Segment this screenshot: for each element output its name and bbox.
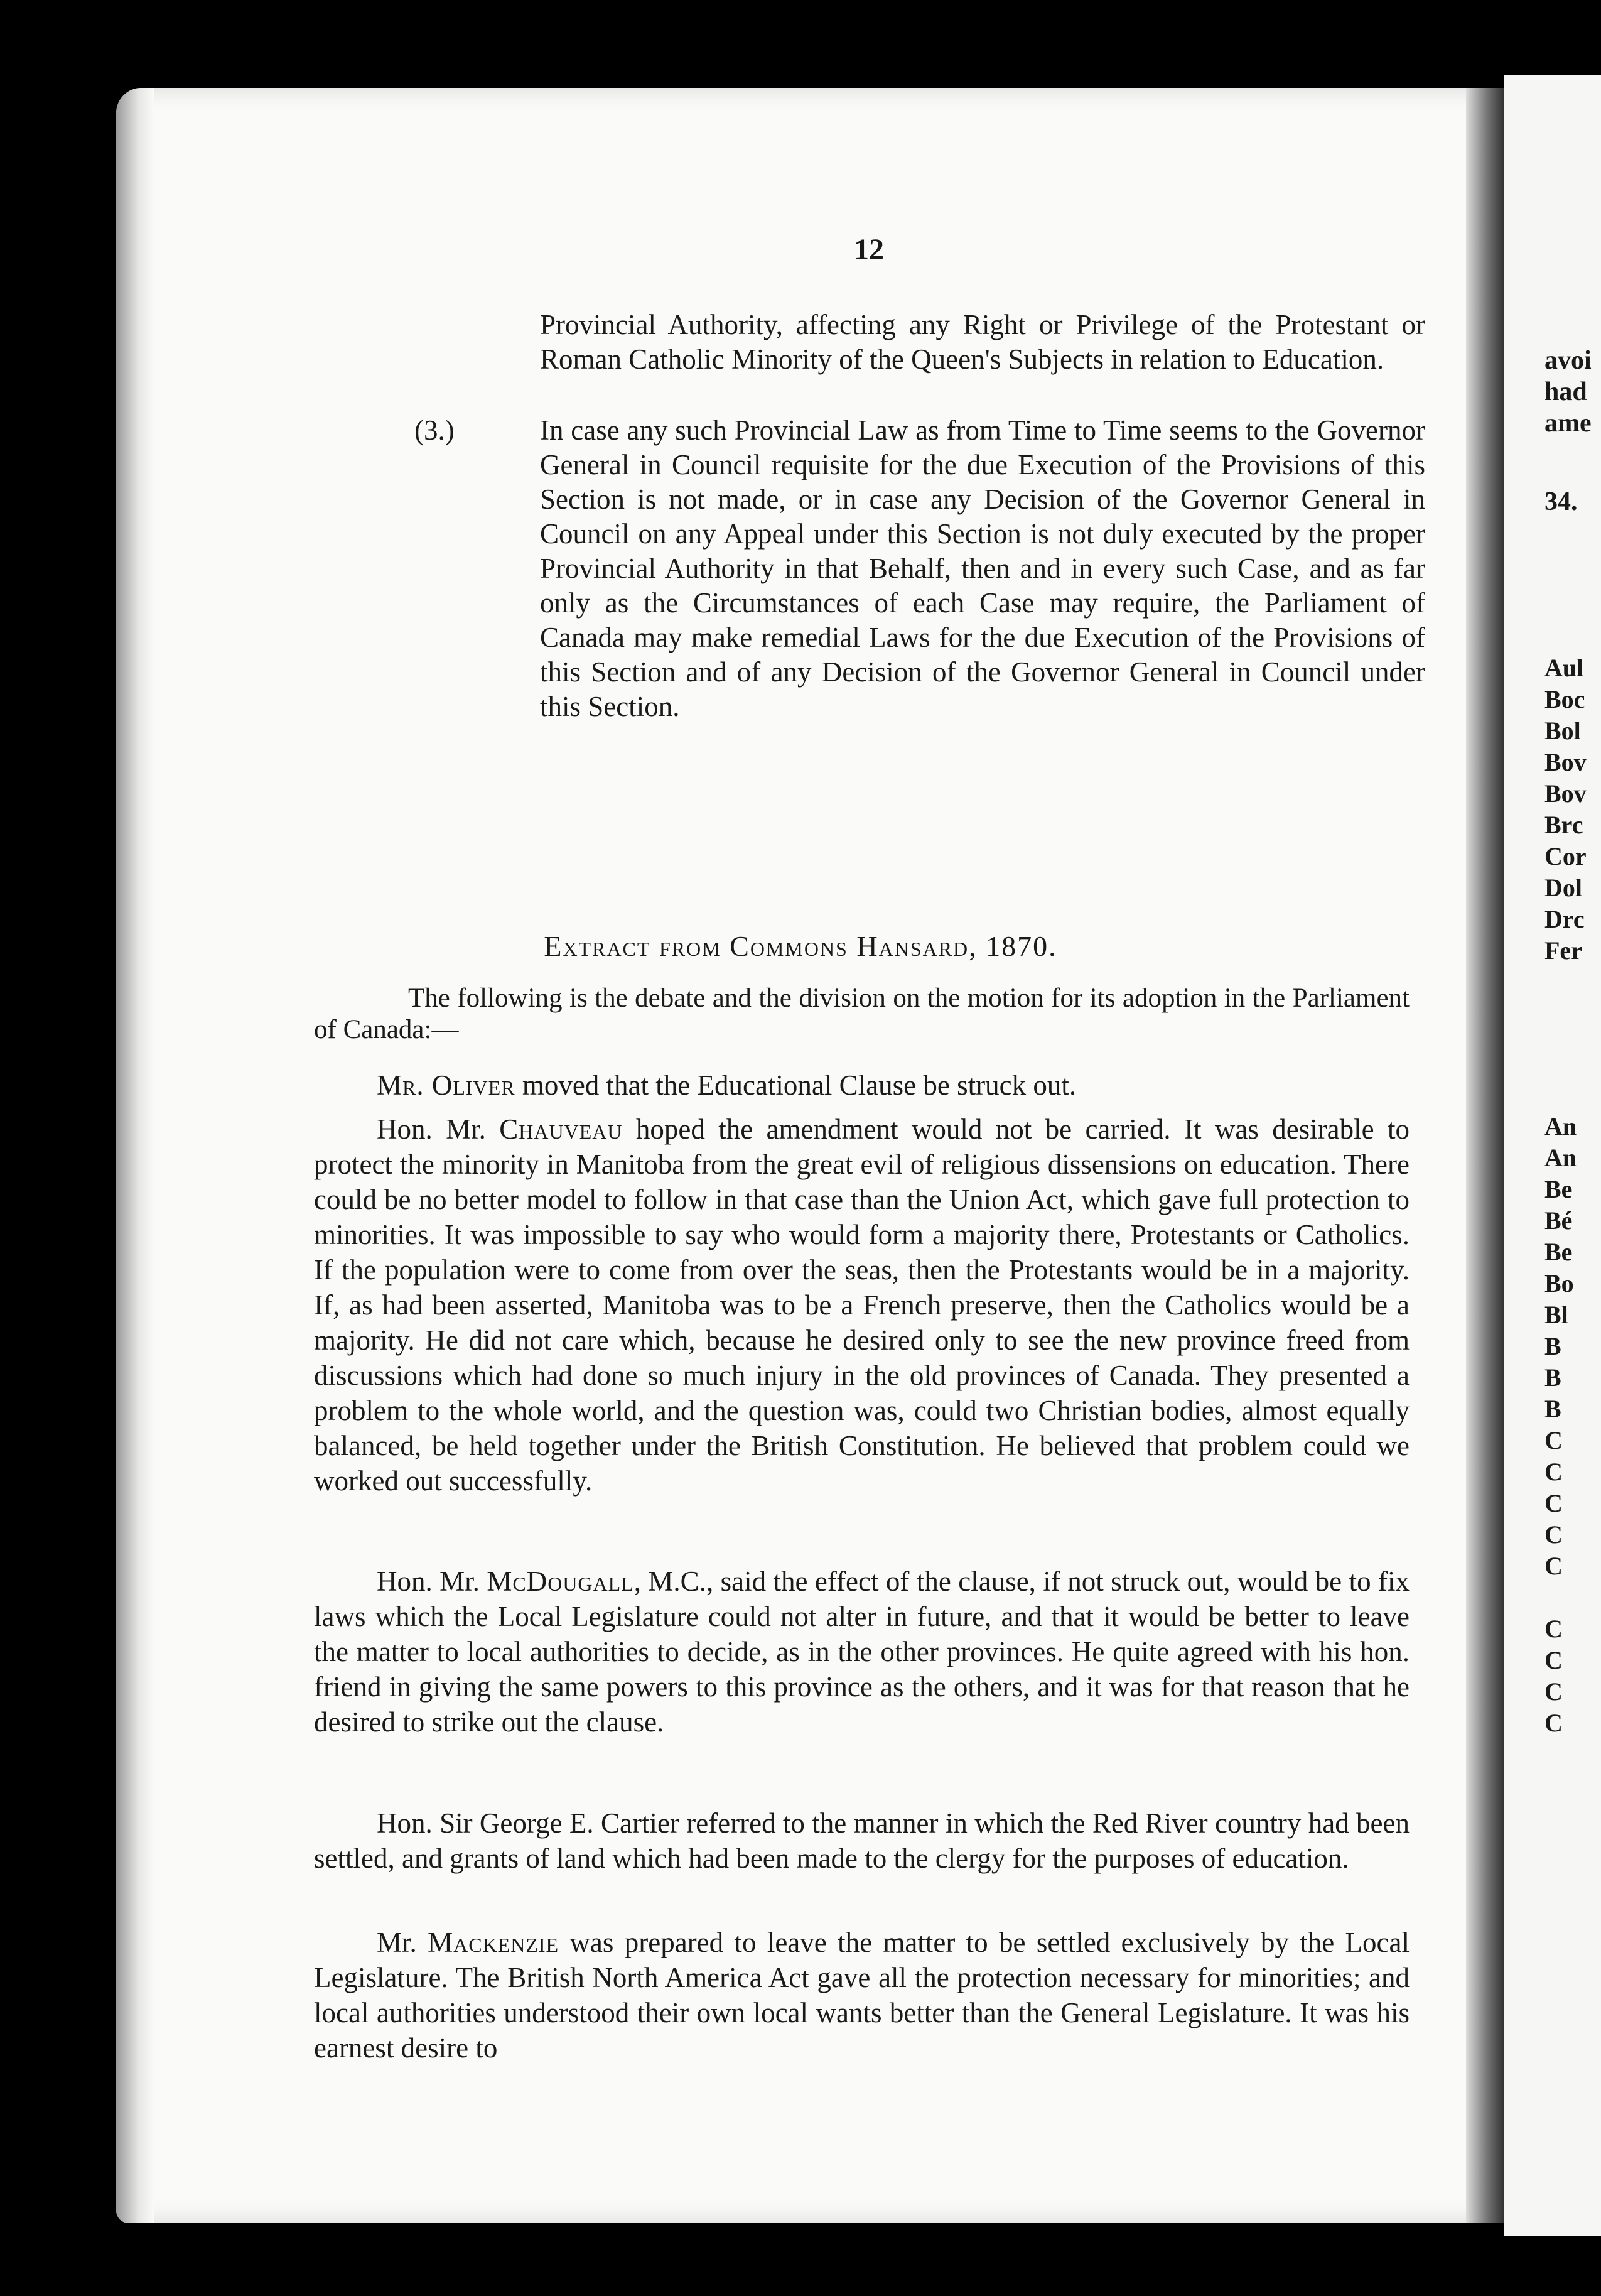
speaker-prefix: Hon. Mr. bbox=[377, 1566, 487, 1597]
paragraph-text: was prepared to leave the matter to be settled exclusively by the Local Legislature. The British North America Act gave all the protection necessary for minorities; and local authorities understood their own local wants better than the General Legislature. It was his earnest desire to bbox=[314, 1927, 1410, 2064]
facing-name: Bov bbox=[1544, 748, 1587, 776]
facing-name: An bbox=[1544, 1144, 1577, 1172]
facing-name: B bbox=[1544, 1332, 1561, 1360]
facing-name: Be bbox=[1544, 1238, 1573, 1266]
facing-name: Bé bbox=[1544, 1206, 1573, 1235]
facing-name: Bl bbox=[1544, 1301, 1568, 1329]
section-text: Provincial Authority, affecting any Right or Privilege of the Protestant or Roman Catholic Minority of the Queen's Subjects in relation to Education. bbox=[540, 309, 1425, 375]
facing-name: C bbox=[1544, 1520, 1563, 1549]
speaker-name: Chauveau bbox=[499, 1113, 623, 1145]
page-edge bbox=[116, 88, 154, 2223]
facing-line: ame bbox=[1544, 409, 1592, 438]
facing-section-number: 34. bbox=[1544, 487, 1578, 516]
facing-name: Aul bbox=[1544, 654, 1584, 682]
paragraph-oliver bbox=[314, 1068, 1410, 1103]
facing-name: Bov bbox=[1544, 779, 1587, 808]
facing-line: avoi bbox=[1544, 346, 1592, 375]
clause-3 bbox=[414, 413, 1425, 724]
clause-text: In case any such Provincial Law as from Time to Time seems to the Governor General in Council requisite for the due Execution of the Provisions of this Section is not made, or in case any Decision of the Governor General in Council on any Appeal under this Section is not duly executed by the proper Provincial Authority in that Behalf, then and in every such Case, and as far only as the Circumstances of each Case may require, the Parliament of Canada may make remedial Laws for the due Execution of the Provisions of this Section and of any Decision of the Governor General in Council under this Section. bbox=[540, 414, 1425, 722]
paragraph-mackenzie bbox=[314, 1925, 1410, 2066]
book-gutter bbox=[1466, 88, 1504, 2223]
paragraph-chauveau bbox=[314, 1112, 1410, 1498]
intro-paragraph: The following is the debate and the division on the motion for its adoption in the Parliament of Canada:— bbox=[314, 983, 1410, 1044]
paragraph-text: Hon. Sir George E. Cartier referred to the manner in which the Red River country had been settled, and grants of land which had been made to the clergy for the purposes of education. bbox=[314, 1807, 1410, 1874]
facing-name: B bbox=[1544, 1363, 1561, 1392]
facing-name: B bbox=[1544, 1395, 1561, 1423]
facing-name: Fer bbox=[1544, 936, 1582, 965]
paragraph-text: moved that the Educational Clause be struck out. bbox=[515, 1069, 1077, 1101]
facing-name: C bbox=[1544, 1615, 1563, 1643]
extract-heading: Extract from Commons Hansard, 1870. bbox=[544, 930, 1057, 962]
paragraph-text: , M.C., said the effect of the clause, if not struck out, would be to fix laws which the Local Legislature could not alter in future, and that it would be better to leave the matter to local authorities to decide, as in the other provinces. He quite agreed with his hon. friend in giving the same powers to this province as the others, and it was for that reason that he desired to strike out the clause. bbox=[314, 1566, 1410, 1738]
facing-name: An bbox=[1544, 1112, 1577, 1140]
facing-name: Be bbox=[1544, 1175, 1573, 1203]
facing-name: Cor bbox=[1544, 842, 1587, 870]
facing-name: C bbox=[1544, 1458, 1563, 1486]
speaker-name: McDougall bbox=[487, 1566, 634, 1597]
facing-name: C bbox=[1544, 1646, 1563, 1674]
paragraph-cartier bbox=[314, 1806, 1410, 1876]
facing-name: C bbox=[1544, 1709, 1563, 1737]
facing-line: had bbox=[1544, 377, 1587, 406]
facing-name: C bbox=[1544, 1426, 1563, 1454]
facing-name: Dol bbox=[1544, 874, 1582, 902]
facing-name: C bbox=[1544, 1489, 1563, 1517]
facing-name: C bbox=[1544, 1677, 1563, 1706]
speaker-name: Mr. Oliver bbox=[377, 1069, 515, 1101]
speaker-prefix: Hon. Mr. bbox=[377, 1113, 500, 1145]
facing-name: Brc bbox=[1544, 811, 1583, 839]
speaker-prefix: Mr. bbox=[377, 1927, 428, 1958]
speaker-name: Mackenzie bbox=[428, 1927, 559, 1958]
facing-name: Boc bbox=[1544, 685, 1585, 713]
facing-page-fragment bbox=[1504, 75, 1601, 2236]
paragraph-mcdougall bbox=[314, 1564, 1410, 1740]
facing-name: Bol bbox=[1544, 717, 1581, 745]
clause-number: (3.) bbox=[414, 414, 455, 446]
facing-name: C bbox=[1544, 1552, 1563, 1580]
paragraph-text: hoped the amendment would not be carried. It was desirable to protect the minority in Manitoba from the great evil of religious dissensions on education. There could be no better model to follow in that case than the Union Act, which gave full protection to minorities. It was impossible to say who would form a majority there, Protestants or Catholics. If the population were to come from over the seas, then the Protestants would be in a majority. If, as had been asserted, Manitoba was to be a French preserve, then the Catholics would be a majority. He did not care which, because he desired only to see the new province freed from discussions which had done so much injury in the old provinces of Canada. They presented a problem to the whole world, and the question was, could two Christian bodies, almost equally balanced, be held together under the British Constitution. He believed that problem could we worked out successfully. bbox=[314, 1113, 1410, 1497]
facing-name: Drc bbox=[1544, 905, 1585, 933]
page-number: 12 bbox=[854, 233, 884, 266]
facing-name: Bo bbox=[1544, 1269, 1574, 1297]
